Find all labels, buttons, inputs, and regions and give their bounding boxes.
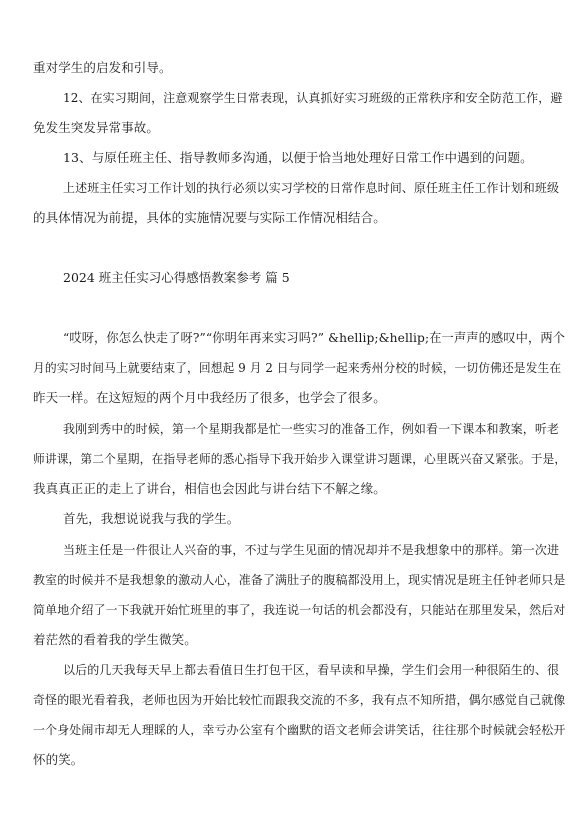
text-line: 奇怪的眼光看着我，老师也因为开始比较忙而跟我交流的不多，我有点不知所措，偶尔感觉自己就像: [33, 693, 566, 707]
section-heading: 2024 班主任实习心得感悟教案参考 篇 5: [63, 270, 290, 285]
text-line: 我真真正正的走上了讲台，相信也会因此与讲台结下不解之缘。: [33, 481, 386, 496]
text-line: 昨天一样。在这短短的两个月中我经历了很多，也学会了很多。: [33, 390, 386, 405]
text-line: 当班主任是一件很让人兴奋的事，不过与学生见面的情况却并不是我想象中的那样。第一次进: [63, 543, 560, 557]
text-line: 怀的笑。: [33, 752, 84, 767]
text-line: 月的实习时间马上就要结束了，回想起 9 月 2 日与同学一起来秀州分校的时候，一切仿佛还是发生在: [33, 361, 562, 375]
text-line: 教室的时候并不是我想象的激动人心，准备了满肚子的腹稿都没用上，现实情况是班主任钟老师只是: [33, 573, 566, 587]
text-line: 上述班主任实习工作计划的执行必须以实习学校的日常作息时间、原任班主任工作计划和班级: [63, 181, 560, 195]
text-line: 我刚到秀中的时候，第一个星期我都是忙一些实习的准备工作，例如看一下课本和教案，听老: [63, 422, 560, 436]
text-line: 12、在实习期间，注意观察学生日常表现，认真抓好实习班级的正常秩序和安全防范工作，避: [63, 91, 563, 105]
text-line: 一个身处闹市却无人理睬的人，幸亏办公室有个幽默的语文老师会讲笑话，往往那个时候就会轻松开: [33, 723, 566, 737]
text-line: 以后的几天我每天早上都去看值日生打包干区，看早读和早操，学生们会用一种很陌生的、很: [63, 663, 560, 677]
text-line: 13、与原任班主任、指导教师多沟通，以便于恰当地处理好日常工作中遇到的问题。: [63, 150, 533, 165]
text-line: 重对学生的启发和引导。: [33, 60, 172, 75]
text-line: 免发生突发异常事故。: [33, 120, 160, 135]
text-line: 师讲课，第二个星期，在指导老师的悉心指导下我开始步入课堂讲习题课，心里既兴奋又紧张。于是，: [33, 452, 567, 466]
text-line: 的具体情况为前提，具体的实施情况要与实际工作情况相结合。: [33, 210, 386, 225]
text-line: 着茫然的看着我的学生微笑。: [33, 632, 197, 647]
text-line: 简单地介绍了一下我就开始忙班里的事了，我连说一句话的机会都没有，只能站在那里发呆，然后对: [33, 603, 566, 617]
text-line: 首先，我想说说我与我的学生。: [63, 511, 240, 526]
text-line: “哎呀，你怎么快走了呀?”“你明年再来实习吗?” &hellip;&hellip;在一声声的感叹中，两个: [63, 331, 566, 345]
